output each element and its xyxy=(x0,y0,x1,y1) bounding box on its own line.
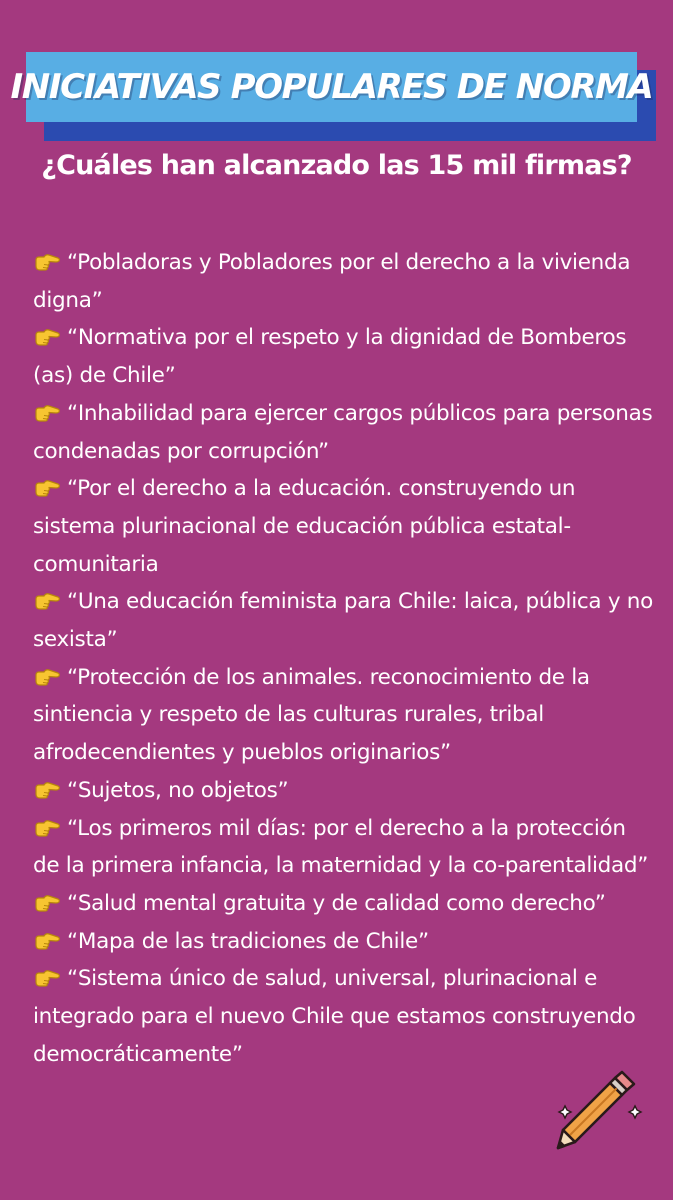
hand-pointing-right-icon xyxy=(33,403,61,423)
initiative-text: “Por el derecho a la educación. construyendo un sistema plurinacional de educación pública estatal-comunitaria xyxy=(33,476,576,577)
page-subtitle: ¿Cuáles han alcanzado las 15 mil firmas? xyxy=(41,150,632,181)
initiative-item xyxy=(33,923,658,961)
initiative-item xyxy=(33,960,658,1073)
initiative-item xyxy=(33,583,658,658)
title-banner xyxy=(0,0,673,150)
hand-pointing-right-icon xyxy=(33,327,61,347)
initiative-item xyxy=(33,395,658,470)
initiative-text: “Los primeros mil días: por el derecho a la protección de la primera infancia, la maternidad y la co-parentalidad” xyxy=(33,815,649,879)
initiative-item xyxy=(33,244,658,319)
hand-pointing-right-icon xyxy=(33,818,61,838)
initiative-list xyxy=(33,244,658,1073)
initiative-item xyxy=(33,319,658,394)
hand-pointing-right-icon xyxy=(33,893,61,913)
pencil-icon xyxy=(555,1066,645,1162)
initiative-item xyxy=(33,810,658,885)
hand-pointing-right-icon xyxy=(33,968,61,988)
initiative-text: “Mapa de las tradiciones de Chile” xyxy=(67,928,429,954)
initiative-text: “Pobladoras y Pobladores por el derecho a la vivienda digna” xyxy=(33,250,631,313)
initiative-text: “Inhabilidad para ejercer cargos públicos para personas condenadas por corrupción” xyxy=(33,400,653,464)
page-title: INICIATIVAS POPULARES DE NORMA xyxy=(10,67,653,107)
initiative-text: “Sujetos, no objetos” xyxy=(67,777,289,803)
initiative-item xyxy=(33,470,658,583)
initiative-text: “Normativa por el respeto y la dignidad de Bomberos (as) de Chile” xyxy=(33,325,627,389)
initiative-item xyxy=(33,885,658,923)
initiative-item xyxy=(33,659,658,772)
hand-pointing-right-icon xyxy=(33,478,61,498)
initiative-text: “Una educación feminista para Chile: laica, pública y no sexista” xyxy=(33,589,653,653)
initiative-item xyxy=(33,772,658,810)
hand-pointing-right-icon xyxy=(33,667,61,687)
initiative-text: “Salud mental gratuita y de calidad como derecho” xyxy=(67,890,606,916)
title-banner-box xyxy=(10,52,653,122)
initiative-text: “Protección de los animales. reconocimiento de la sintiencia y respeto de las culturas rurales, tribal afrodecendientes y pueblos originarios” xyxy=(33,664,590,766)
hand-pointing-right-icon xyxy=(33,252,61,272)
hand-pointing-right-icon xyxy=(33,931,61,951)
hand-pointing-right-icon xyxy=(33,591,61,611)
hand-pointing-right-icon xyxy=(33,780,61,800)
initiative-text: “Sistema único de salud, universal, plurinacional e integrado para el nuevo Chile que estamos construyendo democráticamente” xyxy=(33,966,636,1067)
